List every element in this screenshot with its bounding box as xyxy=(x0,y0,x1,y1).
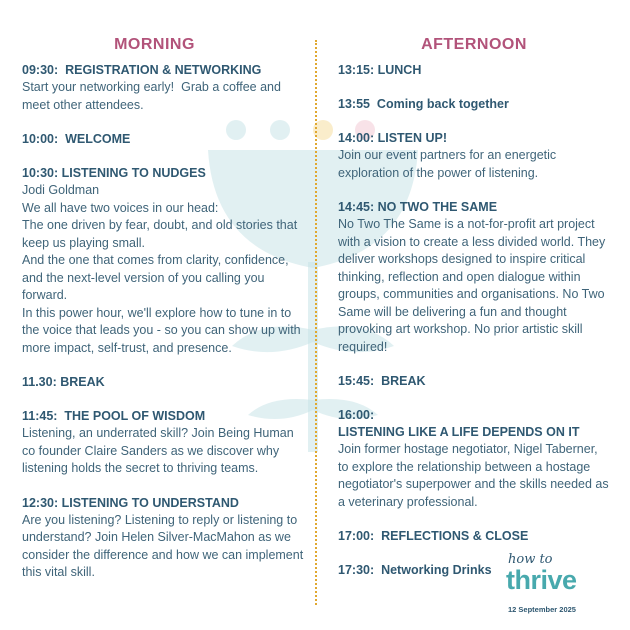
session-coming-back xyxy=(338,96,610,113)
afternoon-heading: AFTERNOON xyxy=(421,36,527,53)
session-no-two-the-same xyxy=(338,199,610,356)
session-title: 12:30: LISTENING TO UNDERSTAND xyxy=(22,495,239,510)
session-welcome xyxy=(22,131,307,148)
logo-wordmark: thrive xyxy=(506,565,577,595)
session-title: 17:30: Networking Drinks xyxy=(338,563,492,577)
session-title: 14:00: LISTEN UP! xyxy=(338,131,448,145)
session-speaker: Jodi Goldman xyxy=(22,183,100,197)
session-lunch xyxy=(338,62,610,79)
session-description: Are you listening? Listening to reply or listening to understand? Join Helen Silver-MacMahon as we consider the difference and how we can implement this vital skill. xyxy=(22,512,307,579)
session-registration xyxy=(22,62,307,114)
session-listen-up xyxy=(338,130,610,182)
session-title: 15:45: BREAK xyxy=(338,374,426,388)
session-listening-to-nudges xyxy=(22,165,307,357)
column-divider xyxy=(315,40,317,605)
session-listening-to-understand xyxy=(22,495,307,582)
session-description: Start your networking early! Grab a coffee and meet other attendees. xyxy=(22,80,285,112)
afternoon-column xyxy=(338,36,613,596)
session-description: Listening, an underrated skill? Join Being Human co founder Claire Sanders as we discover why listening holds the secret to thriving teams. xyxy=(22,426,298,475)
session-title: 13:15: LUNCH xyxy=(338,63,422,77)
event-date: 12 September 2025 xyxy=(508,605,576,614)
session-description: Join our event partners for an energetic exploration of the power of listening. xyxy=(338,148,560,180)
session-description: Join former hostage negotiator, Nigel Taberner, to explore the relationship between a hostage negotiator's superpower and the skills needed as a veterinary professional. xyxy=(338,442,613,509)
session-title: 09:30: REGISTRATION & NETWORKING xyxy=(22,63,262,77)
session-title: 14:45: NO TWO THE SAME xyxy=(338,200,498,214)
session-reflections-close xyxy=(338,528,610,545)
session-description: No Two The Same is a not-for-profit art project with a vision to create a less divided world. They deliver workshops designed to inspire critical thinking, reflection and open dialogue within groups, communities and organisations. No Two Same will be delivering a fun and thought provoking art workshop. No prior artistic skill required! xyxy=(338,217,609,354)
session-title: 10:30: LISTENING TO NUDGES xyxy=(22,166,206,180)
session-listening-like-a-life xyxy=(338,407,613,511)
session-afternoon-break xyxy=(338,373,610,390)
session-description: We all have two voices in our head: The one driven by fear, doubt, and old stories that keep us playing small. And the one that comes from clarity, confidence, and the next-level version of you calling you forward. In this power hour, we'll explore how to tune in to the voice that leads you - so you can show up with more impact, self-trust, and presence. xyxy=(22,200,301,355)
logo-tagline: how to xyxy=(508,552,553,567)
session-pool-of-wisdom xyxy=(22,408,307,478)
session-title: 17:00: REFLECTIONS & CLOSE xyxy=(338,529,529,543)
morning-column xyxy=(22,36,307,599)
session-morning-break xyxy=(22,374,307,391)
session-title: 11.30: BREAK xyxy=(22,375,105,389)
session-title: 13:55 Coming back together xyxy=(338,97,509,111)
session-title: 10:00: WELCOME xyxy=(22,132,131,146)
how-to-thrive-logo xyxy=(506,554,586,594)
session-title: 16:00: LISTENING LIKE A LIFE DEPENDS ON IT xyxy=(338,408,580,439)
morning-heading: MORNING xyxy=(114,36,195,53)
session-title: 11:45: THE POOL OF WISDOM xyxy=(22,409,206,423)
